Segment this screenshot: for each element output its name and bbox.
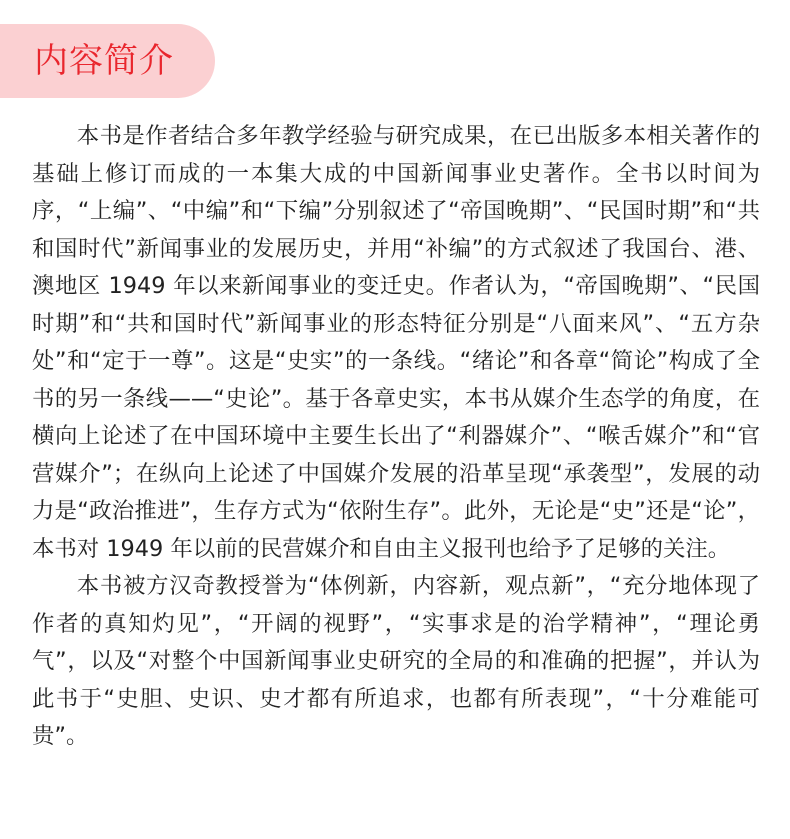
synopsis-body xyxy=(32,118,760,756)
section-title: 内容简介 xyxy=(34,41,174,81)
synopsis-paragraph-1: 本书是作者结合多年教学经验与研究成果，在已出版多本相关著作的基础上修订而成的一本集大成的中国新闻事业史著作。全书以时间为序，“上编”、“中编”和“下编”分别叙述了“帝国晚期”、“民国时期”和“共和国时代”新闻事业的发展历史，并用“补编”的方式叙述了我国台、港、澳地区 1949 年以来新闻事业的变迁史。作者认为，“帝国晚期”、“民国时期”和“共和国时代”新闻事业的形态特征分别是“八面来风”、“五方杂处”和“定于一尊”。这是“史实”的一条线。“绪论”和各章“简论”构成了全书的另一条线——“史论”。基于各章史实，本书从媒介生态学的角度，在横向上论述了在中国环境中主要生长出了“利器媒介”、“喉舌媒介”和“官营媒介”；在纵向上论述了中国媒介发展的沿革呈现“承袭型”，发展的动力是“政治推进”，生存方式为“依附生存”。此外，无论是“史”还是“论”，本书对 1949 年以前的民营媒介和自由主义报刊也给予了足够的关注。 xyxy=(32,123,760,562)
synopsis-paragraph-2: 本书被方汉奇教授誉为“体例新，内容新，观点新”，“充分地体现了作者的真知灼见”，“开阔的视野”，“实事求是的治学精神”，“理论勇气”，以及“对整个中国新闻事业史研究的全局的和准确的把握”，并认为此书于“史胆、史识、史才都有所追求，也都有所表现”，“十分难能可贵”。 xyxy=(32,573,760,749)
